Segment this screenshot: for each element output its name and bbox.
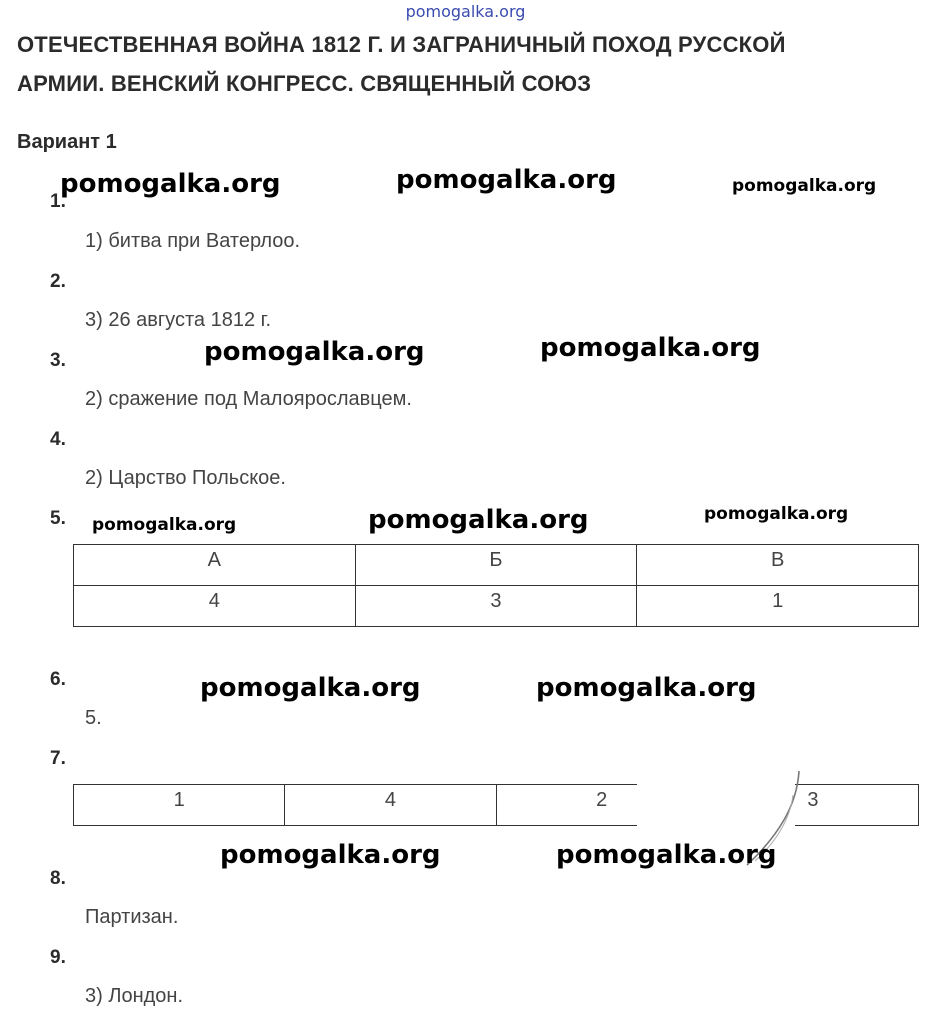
watermark-logo: pomogalka.org: [732, 176, 877, 196]
table-header-cell: А: [74, 545, 356, 586]
question-number: 6.: [50, 669, 66, 690]
watermark-logo: pomogalka.org: [536, 673, 757, 703]
answer-table-5: [73, 544, 919, 627]
watermark-logo: pomogalka.org: [368, 505, 589, 535]
table-cell: 3: [707, 785, 918, 826]
page-title-line-1: ОТЕЧЕСТВЕННАЯ ВОЙНА 1812 Г. И ЗАГРАНИЧНЫЙ ПОХОД РУССКОЙ: [17, 32, 786, 57]
table-cell: 3: [355, 586, 637, 627]
answer-text: 2) Царство Польское.: [85, 467, 286, 489]
table-cell: 4: [285, 785, 496, 826]
watermark-logo: pomogalka.org: [556, 840, 777, 870]
page-title-line-2: АРМИИ. ВЕНСКИЙ КОНГРЕСС. СВЯЩЕННЫЙ СОЮЗ: [17, 71, 592, 96]
question-number: 2.: [50, 271, 66, 292]
question-number: 1.: [50, 191, 66, 212]
answer-text: 1) битва при Ватерлоо.: [85, 230, 301, 252]
table-header-cell: Б: [355, 545, 637, 586]
answer-text: 5.: [85, 707, 102, 729]
variant-heading: Вариант 1: [17, 131, 117, 153]
answer-text: 3) Лондон.: [85, 985, 184, 1007]
question-number: 8.: [50, 868, 66, 889]
table-cell: 1: [74, 785, 285, 826]
table-cell: 4: [74, 586, 356, 627]
watermark-logo: pomogalka.org: [704, 504, 849, 524]
table-cell: 2: [496, 785, 707, 826]
watermark-logo: pomogalka.org: [540, 333, 761, 363]
watermark-top: pomogalka.org: [405, 2, 526, 21]
question-number: 3.: [50, 350, 66, 371]
question-number: 4.: [50, 429, 66, 450]
watermark-logo: pomogalka.org: [396, 165, 617, 195]
answer-text: 3) 26 августа 1812 г.: [85, 309, 272, 331]
answer-text: Партизан.: [85, 906, 179, 928]
table-header-cell: В: [637, 545, 919, 586]
watermark-logo: pomogalka.org: [204, 337, 425, 367]
answer-text: 2) сражение под Малоярославцем.: [85, 388, 412, 410]
question-number: 5.: [50, 508, 66, 529]
watermark-logo: pomogalka.org: [60, 169, 281, 199]
question-number: 9.: [50, 947, 66, 968]
watermark-logo: pomogalka.org: [220, 840, 441, 870]
watermark-logo: pomogalka.org: [200, 673, 421, 703]
watermark-logo: pomogalka.org: [92, 515, 237, 535]
table-cell: 1: [637, 586, 919, 627]
question-number: 7.: [50, 748, 66, 769]
